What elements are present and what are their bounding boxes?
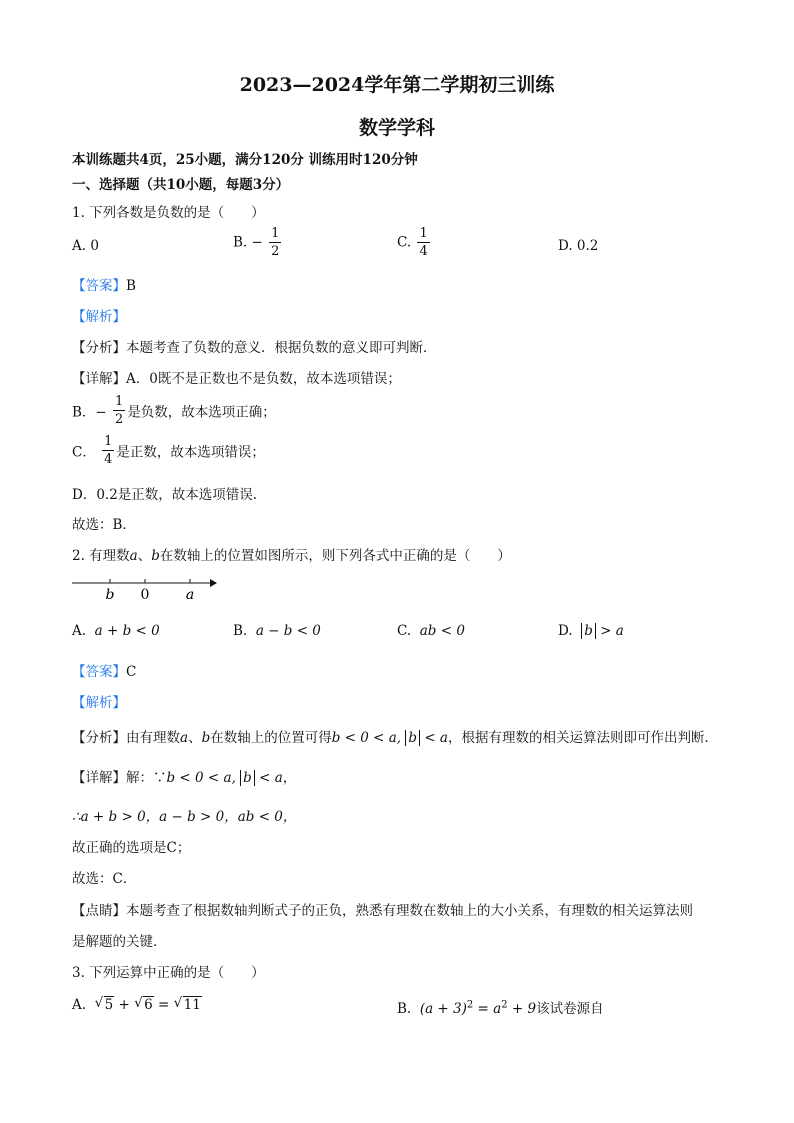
dianjing-tag: 【点睛】 [72, 903, 126, 919]
analysis-tag: 【解析】 [72, 695, 126, 711]
stem-sep: 、 [137, 548, 152, 564]
option-expr: > a [595, 623, 624, 639]
fenxi-text: 本题考查了负数的意义．根据负数的意义即可判断． [126, 340, 437, 356]
line-text: 是正数，故本选项错误； [116, 444, 265, 461]
analysis-tag: 【解析】 [72, 309, 126, 325]
sqrt-5 [95, 997, 115, 1013]
q1-option-b [233, 227, 283, 258]
xiangjie-abs: b [240, 770, 255, 786]
xiangjie-math-1: b < 0 < a, [166, 770, 236, 786]
sqrt-11 [174, 997, 202, 1013]
fenxi-pre: 由有理数 [126, 730, 180, 746]
var-a: a [180, 730, 189, 746]
option-expr: a + b < 0 [94, 623, 160, 639]
line-prefix: B．− [72, 404, 107, 421]
fraction-numerator: 1 [115, 394, 124, 409]
xiangjie-text: A．0既不是正数也不是负数，故本选项错误； [126, 371, 401, 387]
line-fraction [102, 435, 114, 466]
q1-xiangjie [72, 367, 401, 387]
fraction-denominator: 2 [271, 244, 280, 259]
q2-answer [72, 660, 136, 680]
sqrt-6 [134, 997, 154, 1013]
fenxi-post: ，根据有理数的相关运算法则即可作出判断． [447, 730, 718, 746]
radicand: 11 [183, 997, 201, 1013]
q2-option-d [558, 623, 624, 639]
q1-answer [72, 274, 136, 294]
q1-option-c-fraction [417, 227, 429, 258]
option-abs: b [581, 623, 596, 639]
number-line-figure [70, 572, 220, 606]
radicand: 5 [104, 997, 114, 1013]
axis-label-0: 0 [140, 587, 150, 603]
arrow-icon [210, 579, 217, 587]
q1-line-c [72, 435, 265, 466]
radicand: 6 [144, 997, 153, 1013]
var-b: b [151, 548, 160, 564]
fraction-denominator: 4 [419, 244, 428, 259]
source-note: 该试卷源自 [536, 1001, 604, 1017]
q1-analysis-tag [72, 305, 126, 325]
answer-tag: 【答案】 [72, 664, 126, 680]
answer-tag: 【答案】 [72, 278, 126, 294]
q1-line-d: D．0.2是正数，故本选项错误. [72, 487, 258, 503]
question-2-stem [72, 544, 511, 564]
line-text: 是负数，故本选项正确； [127, 404, 276, 421]
q1-option-b-prefix: B. − [233, 234, 263, 251]
xiangjie-tag: 【详解】 [72, 770, 126, 786]
xiangjie-math-2: < a [254, 770, 283, 786]
page-title: 2023—2024学年第二学期初三训练 [239, 74, 555, 96]
q2-choice: 故选：C． [72, 871, 137, 887]
q2-line-2: ∴a + b > 0，a − b > 0，ab < 0， [72, 809, 297, 825]
q1-line-b [72, 395, 276, 426]
line-prefix: C． [72, 444, 96, 461]
q1-option-d: D. 0.2 [558, 238, 599, 254]
equals-sign: = [153, 997, 174, 1013]
page-subtitle: 数学学科 [358, 117, 435, 139]
fenxi-sep: 、 [188, 730, 202, 746]
line-fraction [113, 395, 125, 426]
fraction-numerator: 1 [419, 226, 428, 241]
question-1-stem: 1. 下列各数是负数的是（ ） [72, 205, 265, 221]
q2-line-3: 故正确的选项是C； [72, 840, 191, 856]
q2-option-a [72, 623, 160, 639]
q2-option-c [397, 623, 465, 639]
q2-option-b [233, 623, 321, 639]
fraction-denominator: 2 [115, 412, 124, 427]
fraction-denominator: 4 [104, 452, 113, 467]
fenxi-tag: 【分析】 [72, 340, 126, 356]
stem-pre: 2. 有理数 [72, 548, 130, 564]
q1-option-b-fraction [269, 227, 281, 258]
answer-value: C [126, 664, 137, 680]
q2-fenxi [72, 726, 718, 746]
expr-eq: = a [473, 1001, 502, 1017]
q3-option-a [72, 997, 202, 1013]
expr-base: (a + 3) [419, 1001, 467, 1017]
fenxi-abs: b [405, 730, 420, 746]
option-label: B. [233, 623, 248, 639]
expr-rest: + 9 [507, 1001, 537, 1017]
xiangjie-post: ， [282, 770, 297, 786]
fenxi-mid: 在数轴上的位置可得 [210, 730, 332, 746]
xiangjie-tag: 【详解】 [72, 371, 126, 387]
q1-option-c [397, 227, 432, 258]
exam-info: 本训练题共4页，25小题，满分120分 训练用时120分钟 [72, 152, 418, 168]
q2-analysis-tag [72, 691, 126, 711]
section-heading: 一、选择题（共10小题，每题3分） [72, 177, 290, 193]
q2-dianjing-cont: 是解题的关键． [72, 934, 167, 950]
q1-choice: 故选：B． [72, 517, 136, 533]
option-label: A. [72, 623, 87, 639]
question-3-stem: 3. 下列运算中正确的是（ ） [72, 965, 265, 981]
fenxi-math-2: < a [420, 730, 448, 746]
fenxi-tag: 【分析】 [72, 730, 126, 746]
option-label: D. [558, 623, 573, 639]
option-label: B. [397, 1001, 412, 1017]
axis-label-b: b [105, 587, 115, 603]
q1-option-c-prefix: C. [397, 234, 412, 251]
expr-exponent-2: 2 [501, 999, 508, 1011]
option-label: A. [72, 997, 87, 1013]
option-label: C. [397, 623, 412, 639]
q2-xiangjie [72, 766, 296, 786]
option-expr: ab < 0 [419, 623, 465, 639]
var-a: a [129, 548, 138, 564]
fraction-numerator: 1 [271, 226, 280, 241]
option-expr: a − b < 0 [255, 623, 321, 639]
expr-exponent: 2 [466, 999, 474, 1011]
q1-fenxi [72, 336, 437, 356]
var-b: b [201, 730, 211, 746]
q2-dianjing [72, 899, 693, 919]
axis-label-a: a [185, 587, 195, 603]
xiangjie-pre: 解：∵ [126, 770, 167, 786]
dianjing-text: 本题考查了根据数轴判断式子的正负，熟悉有理数在数轴上的大小关系，有理数的相关运算法则 [126, 903, 693, 919]
fraction-numerator: 1 [104, 434, 113, 449]
q3-option-b [397, 997, 604, 1017]
fenxi-math-1: b < 0 < a, [331, 730, 402, 746]
stem-post: 在数轴上的位置如图所示，则下列各式中正确的是（ ） [159, 548, 511, 564]
q1-option-a: A. 0 [72, 238, 99, 254]
plus-sign: + [114, 997, 135, 1013]
answer-value: B [126, 278, 136, 294]
